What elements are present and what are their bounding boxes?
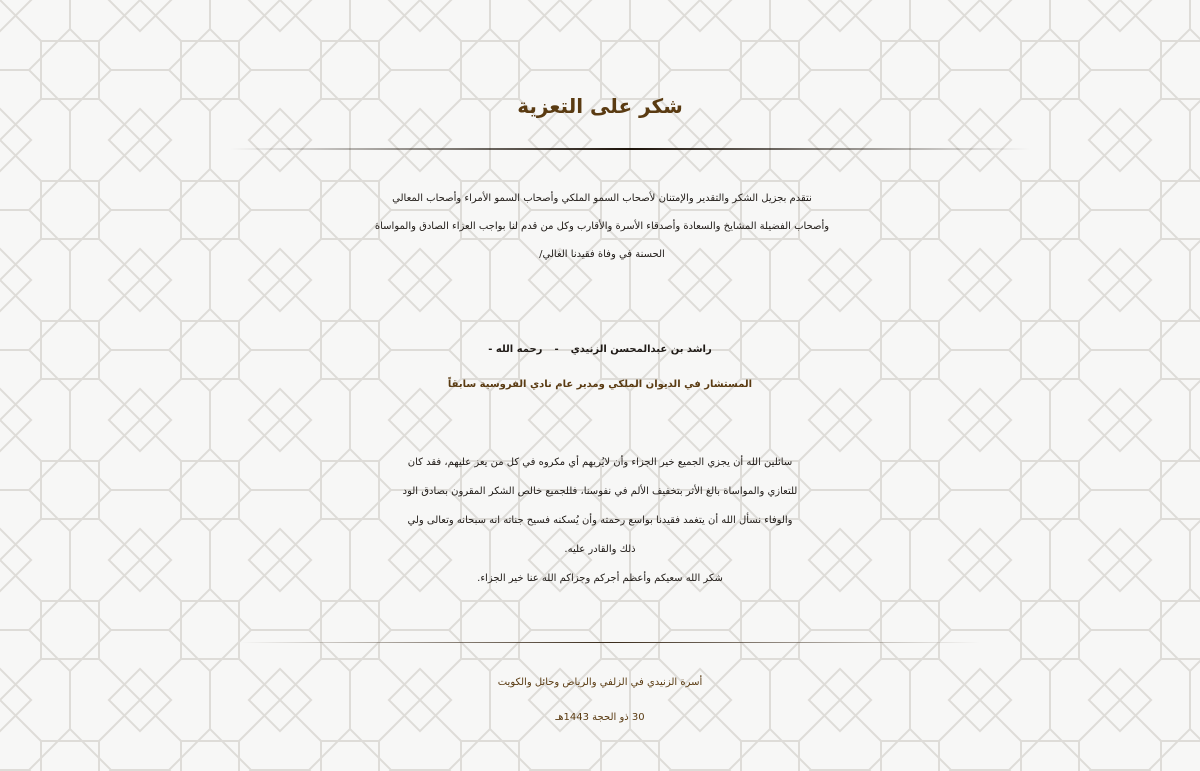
prayer-paragraph — [30, 448, 1170, 593]
signature-divider — [240, 642, 980, 643]
prayer-line: سائلين الله أن يجزي الجميع خير الجزاء وأن لايُريهم أي مكروه في كل من يعز عليهم، فقد كان — [407, 457, 793, 468]
prayer-line: ذلك والقادر عليه. — [564, 544, 636, 555]
family-signature: أسرة الزنيدي في الزلفي والرياض وحائل والكويت — [497, 677, 703, 688]
hijri-date: 30 ذو الحجة 1443هـ — [555, 712, 645, 723]
deceased-position: المستشار في الديوان الملكي ومدير عام نادي الفروسية سابقاً — [447, 379, 753, 390]
prayer-line: والوفاء نسأل الله أن يتغمد فقيدنا بواسع رحمته وأن يُسكنه فسيح جناته انه سبحانه وتعالى ولي — [407, 515, 793, 526]
deceased-suffix: رحمه الله - — [488, 344, 543, 355]
deceased-name: راشد بن عبدالمحسن الزنيدي — [570, 344, 712, 355]
intro-paragraph — [32, 185, 1172, 269]
intro-line: نتقدم بجزيل الشكر والتقدير والإمتنان لأصحاب السمو الملكي وأصحاب السمو الأمراء وأصحاب المعالي — [392, 193, 812, 204]
page-title: شكر على التعزية — [517, 94, 683, 118]
name-separator: - — [554, 344, 559, 355]
title-divider — [230, 148, 1030, 150]
prayer-line: للتعازي والمواساة بالغ الأثر بتخفيف الألم في نفوسنا، فللجميع خالص الشكر المقرون بصادق الود — [402, 486, 798, 497]
prayer-line: شكر الله سعيكم وأعظم أجركم وجزاكم الله عنا خير الجزاء. — [477, 573, 723, 584]
intro-line: وأصحاب الفضيلة المشايخ والسعادة وأصدقاء الأسرة والأقارب وكل من قدم لنا بواجب العزاء الصادق والمواساة — [374, 221, 830, 232]
intro-line: الحسنة في وفاة فقيدنا الغالي/ — [539, 249, 665, 260]
deceased-name-line — [0, 334, 1200, 366]
